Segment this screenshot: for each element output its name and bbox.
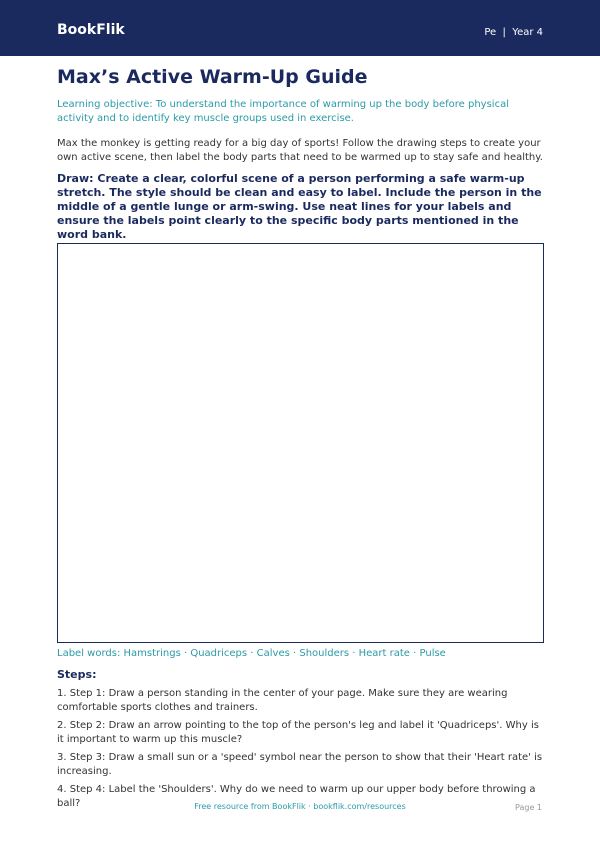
page-title: Max’s Active Warm-Up Guide <box>57 66 368 88</box>
subject-year-label: Pe | Year 4 <box>484 27 543 38</box>
drawing-area[interactable] <box>57 243 544 643</box>
step-item: 3. Step 3: Draw a small sun or a 'speed' symbol near the person to show that their 'Heart rate' is increasing. <box>57 752 543 777</box>
step-item: 4. Step 4: Label the 'Shoulders'. Why do we need to warm up our upper body before throwing a ball? <box>57 784 536 809</box>
page-number: Page 1 <box>515 803 542 812</box>
step-item: 1. Step 1: Draw a person standing in the center of your page. Make sure they are wearing comfortable sports clothes and trainers. <box>57 688 508 713</box>
intro-text: Max the monkey is getting ready for a big day of sports! Follow the drawing steps to create your own active scene, then label the body parts that need to be warmed up to stay safe and healthy. <box>57 138 543 163</box>
steps-list <box>57 687 547 815</box>
step-item: 2. Step 2: Draw an arrow pointing to the top of the person's leg and label it 'Quadriceps'. Why is it important to warm up this muscle? <box>57 720 539 745</box>
learning-objective: Learning objective: To understand the importance of warming up the body before physical activity and to identify key muscle groups used in exercise. <box>57 99 509 124</box>
header-bar <box>0 0 600 56</box>
steps-heading: Steps: <box>57 668 97 681</box>
brand-logo: BookFlik <box>57 22 125 38</box>
footer-credit: Free resource from BookFlik · bookflik.com/resources <box>194 802 406 811</box>
label-word-bank: Label words: Hamstrings · Quadriceps · Calves · Shoulders · Heart rate · Pulse <box>57 648 446 659</box>
draw-instruction: Draw: Create a clear, colorful scene of a person performing a safe warm-up stretch. The style should be clean and easy to label. Include the person in the middle of a gentle lunge or arm-swing. Use neat lines for your labels and ensure the labels point clearly to the specific body parts mentioned in the word bank. <box>57 172 542 241</box>
